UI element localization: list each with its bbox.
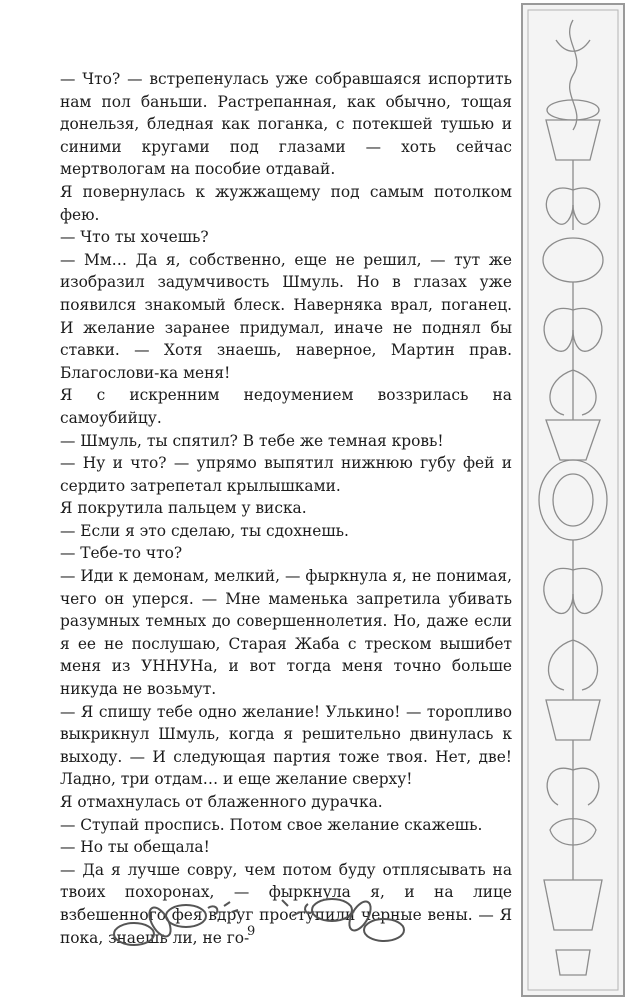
paragraph-13: Я отмахнулась от блаженного дурачка. [60,793,383,811]
paragraph-11: — Иди к демонам, мелкий, — фыркнула я, не понимая, чего он уперся. — Мне маменька запретила убивать разумных темных до совершеннолетия. Но, даже если я ее не послушаю, Старая Жаба с треском вышибет меня из УННУНа, и вот тогда меня точно больше никуда не возьмут. [60,567,512,699]
broken-chain-icon [112,886,412,958]
paragraph-2: Я повернулась к жужжащему под самым потолком фею. [60,182,512,224]
paragraph-6: — Шмуль, ты спятил? В тебе же темная кровь! [60,431,444,450]
paragraph-7: — Ну и что? — упрямо выпятил нижнюю губу фей и сердито затрепетал крылышками. [60,454,512,495]
paragraph-12: — Я спишу тебе одно желание! Улькино! — торопливо выкрикнул Шмуль, когда я решительно двинулась к выходу. — И следующая партия тоже твоя. Нет, две! Ладно, три отдам… и еще желание сверху! [60,702,512,789]
page-text [60,68,512,949]
paragraph-4: — Мм… Да я, собственно, еще не решил, — тут же изобразил задумчивость Шмуль. Но в глазах уже появился знакомый блеск. Наверняка врал, поганец. И желание заранее придумал, иначе не поднял бы ставки. — Хотя знаешь, наверное, Мартин прав. Благослови-ка меня! [60,250,512,382]
paragraph-3: — Что ты хочешь? [60,228,209,247]
paragraph-9: — Если я это сделаю, ты сдохнешь. [60,521,349,540]
page-number: 9 [247,924,256,939]
paragraph-15: — Но ты обещала! [60,838,210,857]
paragraph-8: Я покрутила пальцем у виска. [60,499,307,518]
paragraph-5: Я с искренним недоумением воззрилась на самоубийцу. [60,386,512,427]
ornamental-border-icon [516,0,628,1000]
paragraph-1: — Что? — встрепенулась уже собравшаяся испортить нам пол баньши. Растрепанная, как обычно, тощая донельзя, бледная как поганка, с потекшей тушью и синими кругами под глазами — хоть сейчас мертвологам на пособие отдавай. [60,70,512,179]
paragraph-10: — Тебе-то что? [60,544,183,563]
paragraph-14: — Ступай проспись. Потом свое желание скажешь. [60,815,483,834]
paragraph-16: — Да я лучше совру, чем потом буду отплясывать на твоих похоронах, — фыркнула я, и на лице взбешенного фея вдруг проступили черные вены. — Я пока, знаешь ли, не го- [60,860,512,947]
